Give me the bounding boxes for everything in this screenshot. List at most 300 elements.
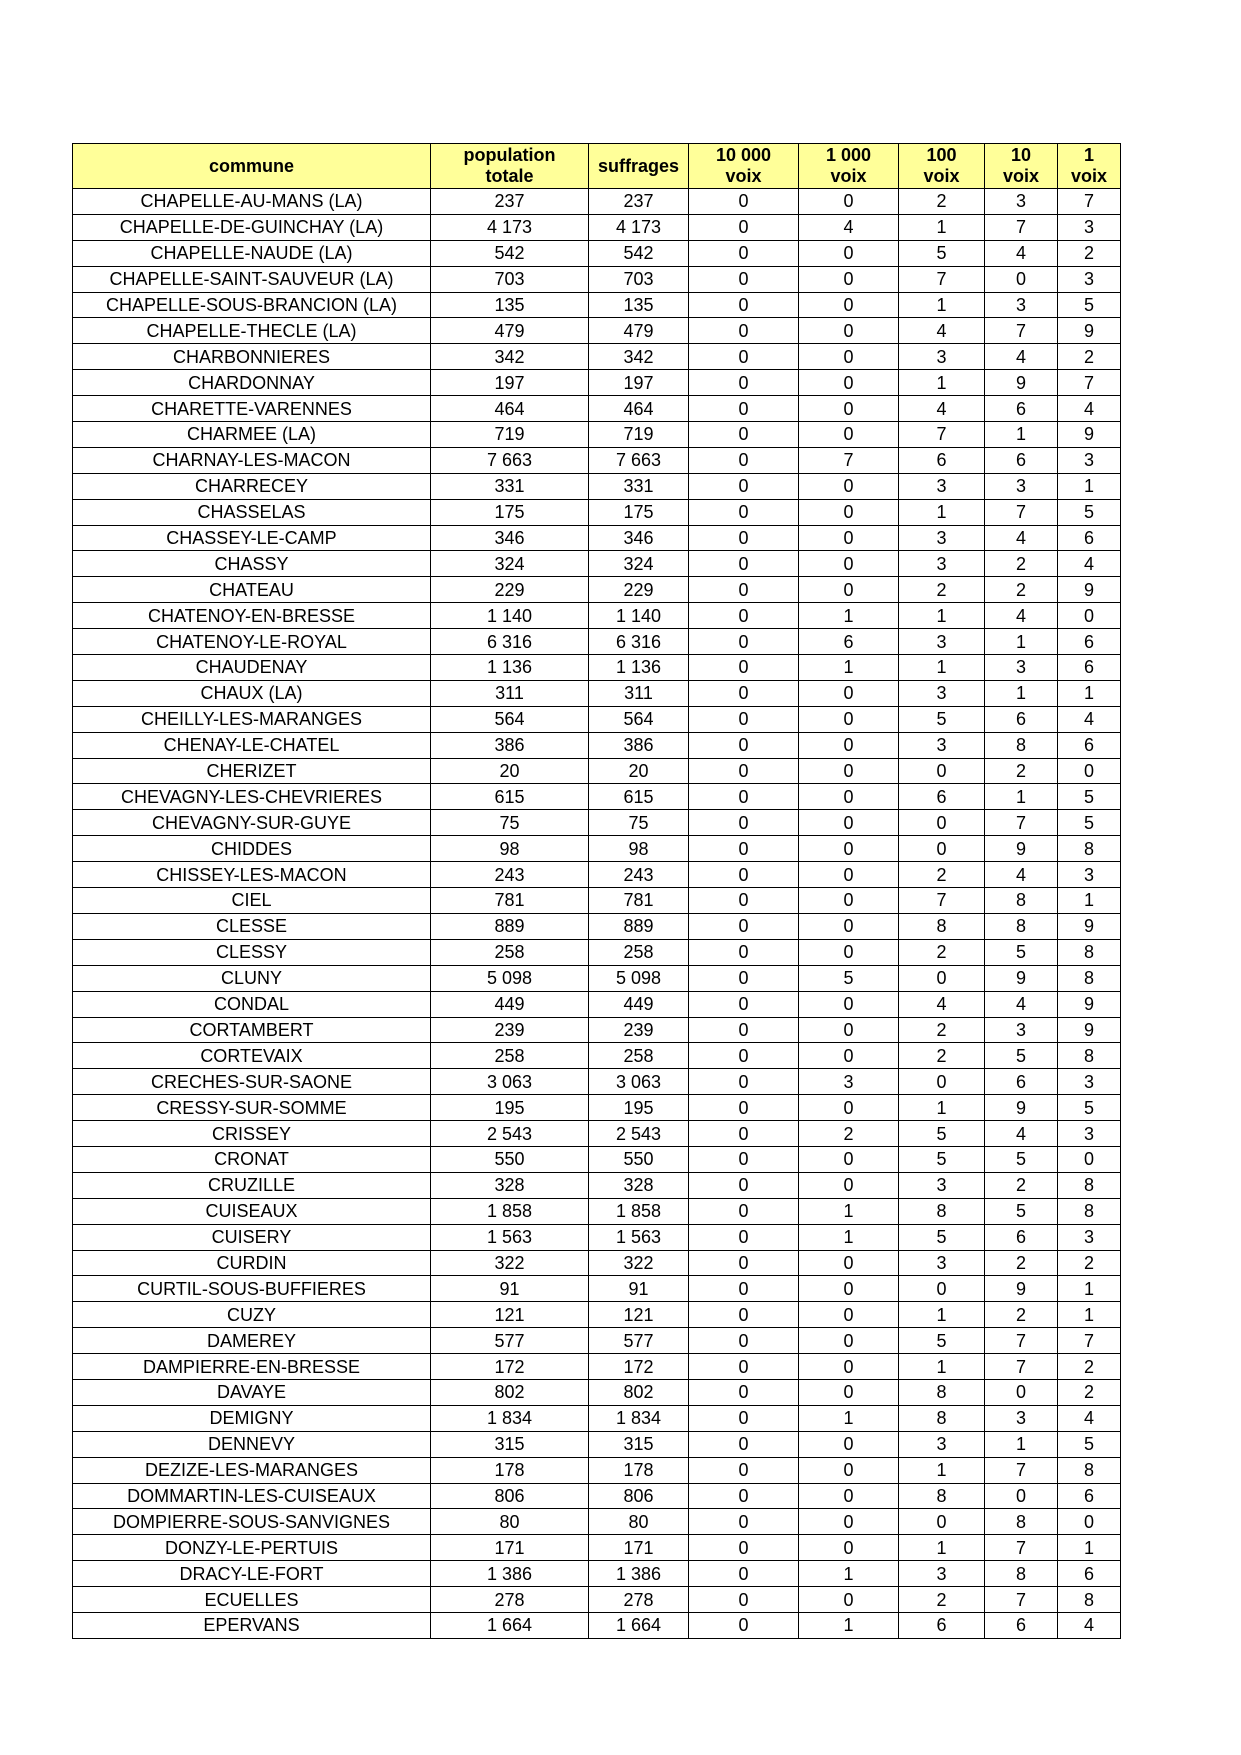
- voix-10000-cell: 0: [689, 447, 799, 473]
- suffrages-cell: 80: [589, 1509, 689, 1535]
- voix-10-cell: 6: [985, 1069, 1058, 1095]
- suffrages-cell: 5 098: [589, 965, 689, 991]
- commune-cell: CIEL: [73, 888, 431, 914]
- voix-10000-cell: 0: [689, 344, 799, 370]
- voix-100-cell: 3: [899, 732, 985, 758]
- population-cell: 121: [431, 1302, 589, 1328]
- voix-100-cell: 6: [899, 784, 985, 810]
- suffrages-cell: 311: [589, 680, 689, 706]
- header-10-voix: 10 voix: [985, 144, 1058, 189]
- table-row: [73, 836, 1121, 862]
- table-row: [73, 603, 1121, 629]
- voix-1000-cell: 1: [799, 603, 899, 629]
- population-cell: 346: [431, 525, 589, 551]
- voix-10000-cell: 0: [689, 1431, 799, 1457]
- voix-10-cell: 7: [985, 810, 1058, 836]
- voix-10-cell: 5: [985, 1146, 1058, 1172]
- voix-1000-cell: 0: [799, 1587, 899, 1613]
- table-row: [73, 784, 1121, 810]
- population-cell: 4 173: [431, 214, 589, 240]
- population-cell: 386: [431, 732, 589, 758]
- population-cell: 75: [431, 810, 589, 836]
- suffrages-cell: 322: [589, 1250, 689, 1276]
- header-10000-voix: 10 000 voix: [689, 144, 799, 189]
- voix-10000-cell: 0: [689, 784, 799, 810]
- table-row: [73, 577, 1121, 603]
- voix-1-cell: 0: [1058, 758, 1121, 784]
- suffrages-cell: 806: [589, 1483, 689, 1509]
- voix-10-cell: 8: [985, 913, 1058, 939]
- voix-10-cell: 6: [985, 1612, 1058, 1638]
- commune-cell: CHAUDENAY: [73, 655, 431, 681]
- voix-1-cell: 9: [1058, 913, 1121, 939]
- commune-cell: CHARRECEY: [73, 473, 431, 499]
- voix-1-cell: 3: [1058, 214, 1121, 240]
- voix-1000-cell: 0: [799, 1146, 899, 1172]
- table-row: [73, 965, 1121, 991]
- voix-1000-cell: 0: [799, 1354, 899, 1380]
- voix-10000-cell: 0: [689, 1121, 799, 1147]
- commune-cell: CLESSE: [73, 913, 431, 939]
- voix-100-cell: 3: [899, 525, 985, 551]
- voix-1000-cell: 0: [799, 862, 899, 888]
- table-row: [73, 1121, 1121, 1147]
- voix-1-cell: 4: [1058, 706, 1121, 732]
- voix-1000-cell: 0: [799, 1017, 899, 1043]
- commune-cell: DEZIZE-LES-MARANGES: [73, 1457, 431, 1483]
- voix-10000-cell: 0: [689, 603, 799, 629]
- voix-100-cell: 5: [899, 1224, 985, 1250]
- table-row: [73, 344, 1121, 370]
- population-cell: 342: [431, 344, 589, 370]
- population-cell: 171: [431, 1535, 589, 1561]
- table-row: [73, 1017, 1121, 1043]
- voix-1000-cell: 1: [799, 1561, 899, 1587]
- commune-cell: CHASSY: [73, 551, 431, 577]
- voix-1000-cell: 0: [799, 1095, 899, 1121]
- voix-10000-cell: 0: [689, 810, 799, 836]
- voix-10000-cell: 0: [689, 862, 799, 888]
- commune-cell: CHAPELLE-SOUS-BRANCION (LA): [73, 292, 431, 318]
- table-row: [73, 1612, 1121, 1638]
- population-cell: 5 098: [431, 965, 589, 991]
- voix-10-cell: 7: [985, 499, 1058, 525]
- commune-cell: DOMMARTIN-LES-CUISEAUX: [73, 1483, 431, 1509]
- voix-1-cell: 2: [1058, 344, 1121, 370]
- suffrages-cell: 802: [589, 1379, 689, 1405]
- voix-10-cell: 3: [985, 292, 1058, 318]
- population-cell: 449: [431, 991, 589, 1017]
- table-row: [73, 1354, 1121, 1380]
- voix-10-cell: 0: [985, 1379, 1058, 1405]
- population-cell: 564: [431, 706, 589, 732]
- population-cell: 197: [431, 370, 589, 396]
- voix-100-cell: 3: [899, 1172, 985, 1198]
- voix-1000-cell: 0: [799, 939, 899, 965]
- voix-100-cell: 1: [899, 1535, 985, 1561]
- suffrages-cell: 1 664: [589, 1612, 689, 1638]
- header-1000-voix: 1 000 voix: [799, 144, 899, 189]
- commune-cell: CHAPELLE-DE-GUINCHAY (LA): [73, 214, 431, 240]
- voix-10000-cell: 0: [689, 292, 799, 318]
- voix-1-cell: 8: [1058, 939, 1121, 965]
- suffrages-cell: 615: [589, 784, 689, 810]
- voix-1000-cell: 0: [799, 499, 899, 525]
- voix-10-cell: 4: [985, 240, 1058, 266]
- voix-10000-cell: 0: [689, 577, 799, 603]
- voix-100-cell: 8: [899, 1379, 985, 1405]
- table-row: [73, 1405, 1121, 1431]
- voix-10000-cell: 0: [689, 473, 799, 499]
- table-row: [73, 862, 1121, 888]
- voix-10000-cell: 0: [689, 680, 799, 706]
- commune-cell: CURTIL-SOUS-BUFFIERES: [73, 1276, 431, 1302]
- population-cell: 278: [431, 1587, 589, 1613]
- commune-cell: CHEVAGNY-SUR-GUYE: [73, 810, 431, 836]
- voix-10000-cell: 0: [689, 836, 799, 862]
- suffrages-cell: 781: [589, 888, 689, 914]
- voix-10-cell: 7: [985, 1354, 1058, 1380]
- suffrages-cell: 258: [589, 939, 689, 965]
- population-cell: 239: [431, 1017, 589, 1043]
- voix-10000-cell: 0: [689, 551, 799, 577]
- voix-10000-cell: 0: [689, 396, 799, 422]
- table-row: [73, 1198, 1121, 1224]
- voix-100-cell: 8: [899, 1483, 985, 1509]
- population-cell: 322: [431, 1250, 589, 1276]
- voix-10-cell: 6: [985, 396, 1058, 422]
- voix-1-cell: 7: [1058, 1328, 1121, 1354]
- population-cell: 464: [431, 396, 589, 422]
- suffrages-cell: 328: [589, 1172, 689, 1198]
- voix-100-cell: 8: [899, 913, 985, 939]
- table-row: [73, 1146, 1121, 1172]
- table-row: [73, 473, 1121, 499]
- voix-1-cell: 6: [1058, 1483, 1121, 1509]
- commune-cell: CHISSEY-LES-MACON: [73, 862, 431, 888]
- voix-10000-cell: 0: [689, 525, 799, 551]
- voix-10-cell: 6: [985, 706, 1058, 732]
- voix-1-cell: 8: [1058, 1172, 1121, 1198]
- voix-100-cell: 5: [899, 240, 985, 266]
- commune-cell: CHAPELLE-NAUDE (LA): [73, 240, 431, 266]
- population-cell: 175: [431, 499, 589, 525]
- voix-1000-cell: 0: [799, 810, 899, 836]
- voix-10000-cell: 0: [689, 1379, 799, 1405]
- voix-100-cell: 0: [899, 810, 985, 836]
- table-row: [73, 422, 1121, 448]
- voix-1000-cell: 0: [799, 913, 899, 939]
- suffrages-cell: 1 858: [589, 1198, 689, 1224]
- voix-1-cell: 5: [1058, 1431, 1121, 1457]
- commune-cell: CORTEVAIX: [73, 1043, 431, 1069]
- voix-10-cell: 7: [985, 1457, 1058, 1483]
- voix-1-cell: 1: [1058, 1302, 1121, 1328]
- voix-10-cell: 7: [985, 1328, 1058, 1354]
- voix-1-cell: 5: [1058, 292, 1121, 318]
- population-cell: 6 316: [431, 629, 589, 655]
- commune-cell: CHAUX (LA): [73, 680, 431, 706]
- commune-cell: CHEILLY-LES-MARANGES: [73, 706, 431, 732]
- population-cell: 91: [431, 1276, 589, 1302]
- table-row: [73, 888, 1121, 914]
- voix-1-cell: 8: [1058, 1043, 1121, 1069]
- suffrages-cell: 1 136: [589, 655, 689, 681]
- table-row: [73, 991, 1121, 1017]
- table-row: [73, 655, 1121, 681]
- suffrages-cell: 542: [589, 240, 689, 266]
- table-row: [73, 214, 1121, 240]
- voix-10-cell: 0: [985, 1483, 1058, 1509]
- voix-100-cell: 4: [899, 318, 985, 344]
- commune-cell: CHAPELLE-THECLE (LA): [73, 318, 431, 344]
- suffrages-cell: 1 834: [589, 1405, 689, 1431]
- commune-cell: CHATENOY-EN-BRESSE: [73, 603, 431, 629]
- voix-1-cell: 2: [1058, 1354, 1121, 1380]
- voix-100-cell: 3: [899, 1561, 985, 1587]
- commune-cell: CHEVAGNY-LES-CHEVRIERES: [73, 784, 431, 810]
- voix-1-cell: 0: [1058, 603, 1121, 629]
- voix-10000-cell: 0: [689, 913, 799, 939]
- voix-100-cell: 7: [899, 266, 985, 292]
- voix-10-cell: 6: [985, 1224, 1058, 1250]
- voix-10-cell: 4: [985, 991, 1058, 1017]
- population-cell: 806: [431, 1483, 589, 1509]
- commune-cell: ECUELLES: [73, 1587, 431, 1613]
- voix-1000-cell: 1: [799, 655, 899, 681]
- voix-1000-cell: 0: [799, 1043, 899, 1069]
- table-row: [73, 1043, 1121, 1069]
- voix-10000-cell: 0: [689, 266, 799, 292]
- voix-1-cell: 6: [1058, 655, 1121, 681]
- population-cell: 328: [431, 1172, 589, 1198]
- voix-10-cell: 9: [985, 370, 1058, 396]
- voix-1000-cell: 0: [799, 991, 899, 1017]
- table-row: [73, 1172, 1121, 1198]
- suffrages-cell: 121: [589, 1302, 689, 1328]
- voix-1-cell: 1: [1058, 680, 1121, 706]
- voix-1000-cell: 0: [799, 473, 899, 499]
- voix-10-cell: 1: [985, 629, 1058, 655]
- voix-1000-cell: 2: [799, 1121, 899, 1147]
- suffrages-cell: 564: [589, 706, 689, 732]
- voix-1-cell: 9: [1058, 1017, 1121, 1043]
- voix-1000-cell: 0: [799, 1172, 899, 1198]
- voix-10000-cell: 0: [689, 240, 799, 266]
- voix-100-cell: 1: [899, 292, 985, 318]
- voix-10-cell: 7: [985, 1535, 1058, 1561]
- voix-1-cell: 1: [1058, 888, 1121, 914]
- population-cell: 7 663: [431, 447, 589, 473]
- voix-1000-cell: 0: [799, 189, 899, 215]
- voix-1000-cell: 1: [799, 1198, 899, 1224]
- suffrages-cell: 342: [589, 344, 689, 370]
- voix-1000-cell: 0: [799, 1431, 899, 1457]
- voix-10000-cell: 0: [689, 1328, 799, 1354]
- voix-10000-cell: 0: [689, 965, 799, 991]
- voix-100-cell: 6: [899, 447, 985, 473]
- voix-10-cell: 9: [985, 836, 1058, 862]
- voix-1-cell: 6: [1058, 525, 1121, 551]
- population-cell: 243: [431, 862, 589, 888]
- table-row: [73, 1224, 1121, 1250]
- table-row: [73, 706, 1121, 732]
- suffrages-cell: 386: [589, 732, 689, 758]
- voix-1-cell: 3: [1058, 1121, 1121, 1147]
- voix-10000-cell: 0: [689, 189, 799, 215]
- suffrages-cell: 449: [589, 991, 689, 1017]
- voix-100-cell: 1: [899, 370, 985, 396]
- voix-1000-cell: 0: [799, 1535, 899, 1561]
- voix-1-cell: 1: [1058, 1276, 1121, 1302]
- voix-100-cell: 2: [899, 1043, 985, 1069]
- voix-100-cell: 1: [899, 1095, 985, 1121]
- voix-100-cell: 0: [899, 1276, 985, 1302]
- suffrages-cell: 178: [589, 1457, 689, 1483]
- commune-cell: CRECHES-SUR-SAONE: [73, 1069, 431, 1095]
- suffrages-cell: 237: [589, 189, 689, 215]
- commune-cell: CURDIN: [73, 1250, 431, 1276]
- table-body: [73, 189, 1121, 1639]
- suffrages-cell: 91: [589, 1276, 689, 1302]
- voix-100-cell: 0: [899, 836, 985, 862]
- table-row: [73, 370, 1121, 396]
- voix-100-cell: 0: [899, 758, 985, 784]
- voix-1-cell: 6: [1058, 629, 1121, 655]
- voix-100-cell: 1: [899, 499, 985, 525]
- voix-1-cell: 4: [1058, 1405, 1121, 1431]
- suffrages-cell: 229: [589, 577, 689, 603]
- voix-1000-cell: 0: [799, 758, 899, 784]
- population-cell: 1 834: [431, 1405, 589, 1431]
- voix-1-cell: 5: [1058, 499, 1121, 525]
- suffrages-cell: 703: [589, 266, 689, 292]
- table-row: [73, 1483, 1121, 1509]
- population-cell: 331: [431, 473, 589, 499]
- voix-10-cell: 8: [985, 888, 1058, 914]
- voix-100-cell: 8: [899, 1405, 985, 1431]
- voix-10-cell: 0: [985, 266, 1058, 292]
- voix-10000-cell: 0: [689, 991, 799, 1017]
- header-1-voix: 1 voix: [1058, 144, 1121, 189]
- suffrages-cell: 315: [589, 1431, 689, 1457]
- table-row: [73, 240, 1121, 266]
- voix-1000-cell: 3: [799, 1069, 899, 1095]
- voix-10-cell: 2: [985, 551, 1058, 577]
- vote-distribution-table: [72, 143, 1121, 1639]
- suffrages-cell: 75: [589, 810, 689, 836]
- voix-100-cell: 2: [899, 1017, 985, 1043]
- voix-1-cell: 4: [1058, 396, 1121, 422]
- voix-10000-cell: 0: [689, 706, 799, 732]
- voix-1-cell: 9: [1058, 577, 1121, 603]
- voix-1-cell: 3: [1058, 1224, 1121, 1250]
- commune-cell: DONZY-LE-PERTUIS: [73, 1535, 431, 1561]
- voix-100-cell: 3: [899, 473, 985, 499]
- table-row: [73, 396, 1121, 422]
- voix-1-cell: 0: [1058, 1146, 1121, 1172]
- voix-10000-cell: 0: [689, 1354, 799, 1380]
- commune-cell: CHASSEY-LE-CAMP: [73, 525, 431, 551]
- voix-10-cell: 9: [985, 965, 1058, 991]
- voix-1000-cell: 0: [799, 706, 899, 732]
- population-cell: 1 858: [431, 1198, 589, 1224]
- population-cell: 80: [431, 1509, 589, 1535]
- voix-10000-cell: 0: [689, 1017, 799, 1043]
- population-cell: 479: [431, 318, 589, 344]
- voix-10000-cell: 0: [689, 1405, 799, 1431]
- voix-100-cell: 6: [899, 1612, 985, 1638]
- voix-10-cell: 1: [985, 422, 1058, 448]
- voix-10-cell: 3: [985, 473, 1058, 499]
- voix-1000-cell: 0: [799, 784, 899, 810]
- population-cell: 178: [431, 1457, 589, 1483]
- voix-100-cell: 1: [899, 1457, 985, 1483]
- voix-10-cell: 3: [985, 1017, 1058, 1043]
- voix-1000-cell: 0: [799, 344, 899, 370]
- voix-1000-cell: 0: [799, 266, 899, 292]
- suffrages-cell: 3 063: [589, 1069, 689, 1095]
- voix-10-cell: 2: [985, 758, 1058, 784]
- commune-cell: CRISSEY: [73, 1121, 431, 1147]
- voix-1000-cell: 0: [799, 422, 899, 448]
- voix-10-cell: 4: [985, 1121, 1058, 1147]
- suffrages-cell: 346: [589, 525, 689, 551]
- voix-1000-cell: 0: [799, 240, 899, 266]
- voix-1000-cell: 0: [799, 292, 899, 318]
- population-cell: 315: [431, 1431, 589, 1457]
- commune-cell: CUISERY: [73, 1224, 431, 1250]
- suffrages-cell: 479: [589, 318, 689, 344]
- voix-10000-cell: 0: [689, 318, 799, 344]
- commune-cell: CORTAMBERT: [73, 1017, 431, 1043]
- table-row: [73, 1302, 1121, 1328]
- commune-cell: CHATENOY-LE-ROYAL: [73, 629, 431, 655]
- voix-1000-cell: 0: [799, 732, 899, 758]
- population-cell: 20: [431, 758, 589, 784]
- voix-10-cell: 7: [985, 1587, 1058, 1613]
- voix-1000-cell: 7: [799, 447, 899, 473]
- suffrages-cell: 2 543: [589, 1121, 689, 1147]
- commune-cell: DAVAYE: [73, 1379, 431, 1405]
- population-cell: 98: [431, 836, 589, 862]
- table-row: [73, 732, 1121, 758]
- voix-10-cell: 8: [985, 1561, 1058, 1587]
- population-cell: 2 543: [431, 1121, 589, 1147]
- population-cell: 229: [431, 577, 589, 603]
- voix-10000-cell: 0: [689, 370, 799, 396]
- commune-cell: CUZY: [73, 1302, 431, 1328]
- commune-cell: DRACY-LE-FORT: [73, 1561, 431, 1587]
- suffrages-cell: 1 140: [589, 603, 689, 629]
- commune-cell: EPERVANS: [73, 1612, 431, 1638]
- voix-1-cell: 8: [1058, 836, 1121, 862]
- voix-1000-cell: 1: [799, 1224, 899, 1250]
- population-cell: 542: [431, 240, 589, 266]
- voix-10-cell: 4: [985, 603, 1058, 629]
- voix-100-cell: 3: [899, 551, 985, 577]
- voix-100-cell: 2: [899, 862, 985, 888]
- voix-1-cell: 6: [1058, 1561, 1121, 1587]
- voix-1-cell: 9: [1058, 991, 1121, 1017]
- voix-1000-cell: 6: [799, 629, 899, 655]
- voix-100-cell: 8: [899, 1198, 985, 1224]
- voix-100-cell: 0: [899, 1069, 985, 1095]
- voix-10000-cell: 0: [689, 1198, 799, 1224]
- voix-1-cell: 8: [1058, 1198, 1121, 1224]
- voix-10000-cell: 0: [689, 1043, 799, 1069]
- voix-1000-cell: 0: [799, 1509, 899, 1535]
